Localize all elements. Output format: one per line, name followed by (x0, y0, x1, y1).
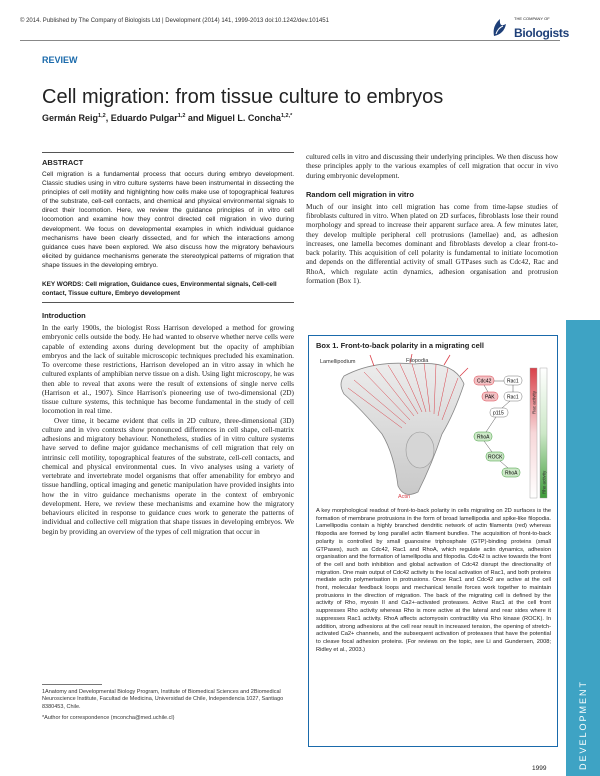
correspondence-note[interactable]: *Author for correspondence (mconcha@med.uchile.cl) (42, 715, 175, 722)
fig-label-rock: ROCK (488, 454, 503, 461)
cell-body (341, 363, 464, 494)
abstract-heading: ABSTRACT (42, 158, 84, 167)
random-migration-heading: Random cell migration in vitro (306, 189, 414, 199)
fig-label-rhoa-back: RhoA (505, 470, 518, 477)
box-caption: A key morphological readout of front-to-back polarity in cells migrating on 2D surfaces is the formation of membrane protrusions in the form of broad lamellipodia and spike-like filopodia. Lamellipodia contain a highly branched dendritic network of actin filaments (red) whereas filopodia are formed by long parallel actin filament bundles. The acquisition of front-to-back polarity is controlled by small guanosine triphosphate (GTP)-binding proteins (small GTPases), such as Cdc42, Rac1 and RhoA, which regulate actin dynamics, adhesion organisation and the formation of lamellipodia and filopodia. Cdc42 is active towards the front of the cell and both inhibition and global activation of Cdc42 disrupt the directionality of migration. One main output of Cdc42 activity is the local activation of Rac1, and both proteins mediate actin polymerisation in protrusions. Once Rac1 and Cdc42 are active at the cell front, molecular feedback loops and mechanical tensile forces work together to maintain protrusions in the direction of migration. The back of the migrating cell is defined by the activity of Rho, myosin II and Ca2+-activated proteases. Active Rac1 at the cell front suppresses Rho activity whereas Rho is more active at the lateral and rear sides where it suppresses Rac1 activity. RhoA affects actomyosin contractility via Rho kinase (ROCK). In addition, strong adhesions at the cell rear result in increased tension, the opening of stretch-activated Ca2+ channels, and the subsequent activation of proteases that have the potential to cleave focal adhesion proteins. (For reviews on the topic, see Li and Gundersen, 2008; Ridley et al., 2003.) (316, 508, 551, 653)
fig-label-actin: Actin (398, 494, 411, 500)
left-column (42, 152, 294, 536)
header-rule (20, 40, 560, 41)
fig-label-rac1: Rac1 (507, 378, 519, 385)
rac-activity-bar (530, 368, 537, 498)
publisher-logo[interactable] (490, 16, 570, 46)
journal-side-label (566, 320, 600, 776)
affiliation-note: 1Anatomy and Developmental Biology Program, Institute of Biomedical Sciences and 2Biomedical Neuroscience Institute, Facultad de Medicina, Universidad de Chile, Independencia 1027, Santiago 8380453, Chile. (42, 689, 284, 710)
fig-label-p115: p115 (493, 410, 504, 417)
author-list (42, 113, 292, 123)
box-1 (308, 335, 558, 747)
right-column (306, 152, 558, 285)
abstract-rule (42, 152, 294, 153)
logo-small-text: THE COMPANY OF (514, 16, 550, 21)
author-name[interactable]: Germán Reig (42, 113, 99, 123)
article-title: Cell migration: from tissue culture to embryos (42, 86, 444, 108)
footnotes (42, 684, 294, 723)
fig-label-filopodia: Filopodia (406, 358, 429, 364)
continuation-paragraph: cultured cells in vitro and discussing their underlying principles. We then discuss how these principles apply to the various examples of cell migration that occur in vivo during embryonic development. (306, 152, 558, 180)
random-migration-paragraph: Much of our insight into cell migration has come from time-lapse studies of fibroblasts cultured in vitro. When plated on 2D surfaces, fibroblasts lose their round morphology and spread to increase their apparent surface area. A few minutes later, they develop multiple peripheral cell protrusions (lamellae) and, as adhesion increases, one lamella becomes dominant and fibroblasts develop a clear front-to-back polarity. This acquisition of cell polarity is fundamental to initiate locomotion and depends on the differential activity of small GTPases such as Cdc42, Rac and RhoA, which regulate actin dynamics, adhesion organisation and protrusion formation (Box 1). (306, 201, 558, 285)
fig-label-lamellipodium: Lamellipodium (320, 359, 356, 365)
keywords: KEY WORDS: Cell migration, Guidance cues, Environmental signals, Cell-cell contact, Tissue culture, Embryo development (42, 281, 277, 298)
signaling-scheme (474, 376, 522, 477)
side-label-text: DEVELOPMENT (578, 679, 588, 770)
author-and: and (187, 113, 204, 123)
author-name[interactable]: Eduardo Pulgar (110, 113, 178, 123)
author-affiliation-mark: 1,2, (280, 113, 291, 119)
footnote-rule (42, 684, 102, 685)
logo-mark-icon (490, 16, 510, 40)
author-name[interactable]: Miguel L. Concha (206, 113, 281, 123)
introduction-heading: Introduction (42, 311, 86, 321)
fig-label-rac-activity: Rac activity (531, 390, 537, 414)
polarity-figure (314, 354, 552, 504)
author-affiliation-mark: 1,2 (177, 113, 186, 119)
corresponding-author-mark: * (290, 113, 293, 119)
introduction-paragraph: Over time, it became evident that cells in 2D culture, three-dimensional (3D) culture and in vivo contexts show pronounced differences in cell shape, cell-matrix adhesions and migratory behaviour. Nonetheless, studies of in vitro culture systems have served to define major guidance mechanisms of cell migration that rely on intrinsic cell motility, topographical features of the substrate, cell-cell contacts, and chemical and physical environmental cues. In vivo analyses using a variety of vertebrate and invertebrate model organisms that offer amenability for embryo and tissue handling, optical imaging and genetic manipulation have provided insights into how the in vitro guidance mechanisms operate in the context of embryonic development. Here, we review these mechanisms and examine how the migratory behaviours elicited in response to guidance cues work to generate the patterns of individual and collective cell migration that shape tissues in developing embryos. We begin by providing an overview of the types of cell migration that occur in (42, 415, 294, 536)
keywords-rule (42, 302, 294, 303)
fig-label-rho-activity: Rho activity (541, 470, 547, 494)
journal-citation: © 2014. Published by The Company of Biologists Ltd | Development (2014) 141, 1999-2013 doi:10.1242/dev.101451 (20, 18, 329, 24)
page-number: 1999 (532, 765, 547, 772)
box-title: Box 1. Front-to-back polarity in a migrating cell (309, 336, 557, 353)
article-type: REVIEW (42, 55, 78, 65)
fig-label-rac1-b: Rac1 (507, 394, 519, 401)
fig-label-pak: PAK (485, 394, 495, 401)
introduction-paragraph: In the early 1900s, the biologist Ross Harrison developed a method for growing embryonic cells outside the body. He had wanted to observe whether nerve cells were capable of extending axons during development but the opacity of amphibian embryos and the lack of suitable microscopic techniques precluded his examination. To overcome these restrictions, Harrison developed an in vitro assay in which he cultured explants of amphibian nerve tissue on a dish. Using light microscopy, he was then able to reveal that axons were the result of extensions of single nerve cells (Harrison et al., 1907). Since Harrison's pioneering use of two-dimensional (2D) tissue culture systems, this technique has become fundamental in the study of cell locomotion in real time. (42, 323, 294, 416)
author-affiliation-mark: 1,2 (98, 113, 106, 119)
fig-label-rhoa: RhoA (477, 434, 490, 441)
author-separator: , (105, 113, 109, 123)
abstract-text: Cell migration is a fundamental process that occurs during embryo development. Classic studies using in vitro culture systems have been instrumental in dissecting the principles of cell motility and highlighting how cells make use of topographical features of the substrate, cell-cell contacts, and chemical and physical environmental signals to direct their locomotion. Here, we review the guidance principles of in vitro cell locomotion and examine how they control directed cell migration in vivo during development. We focus on developmental examples in which individual guidance mechanisms have been clearly dissected, and for which the interactions among guidance cues have been explored. We also discuss how the migratory behaviours elicited by guidance mechanisms generate the stereotypical patterns of migration that shape tissues in the developing embryo. (42, 171, 294, 269)
fig-label-cdc42: Cdc42 (477, 378, 492, 385)
nucleus (406, 432, 434, 468)
logo-wordmark: Biologists (514, 26, 570, 40)
